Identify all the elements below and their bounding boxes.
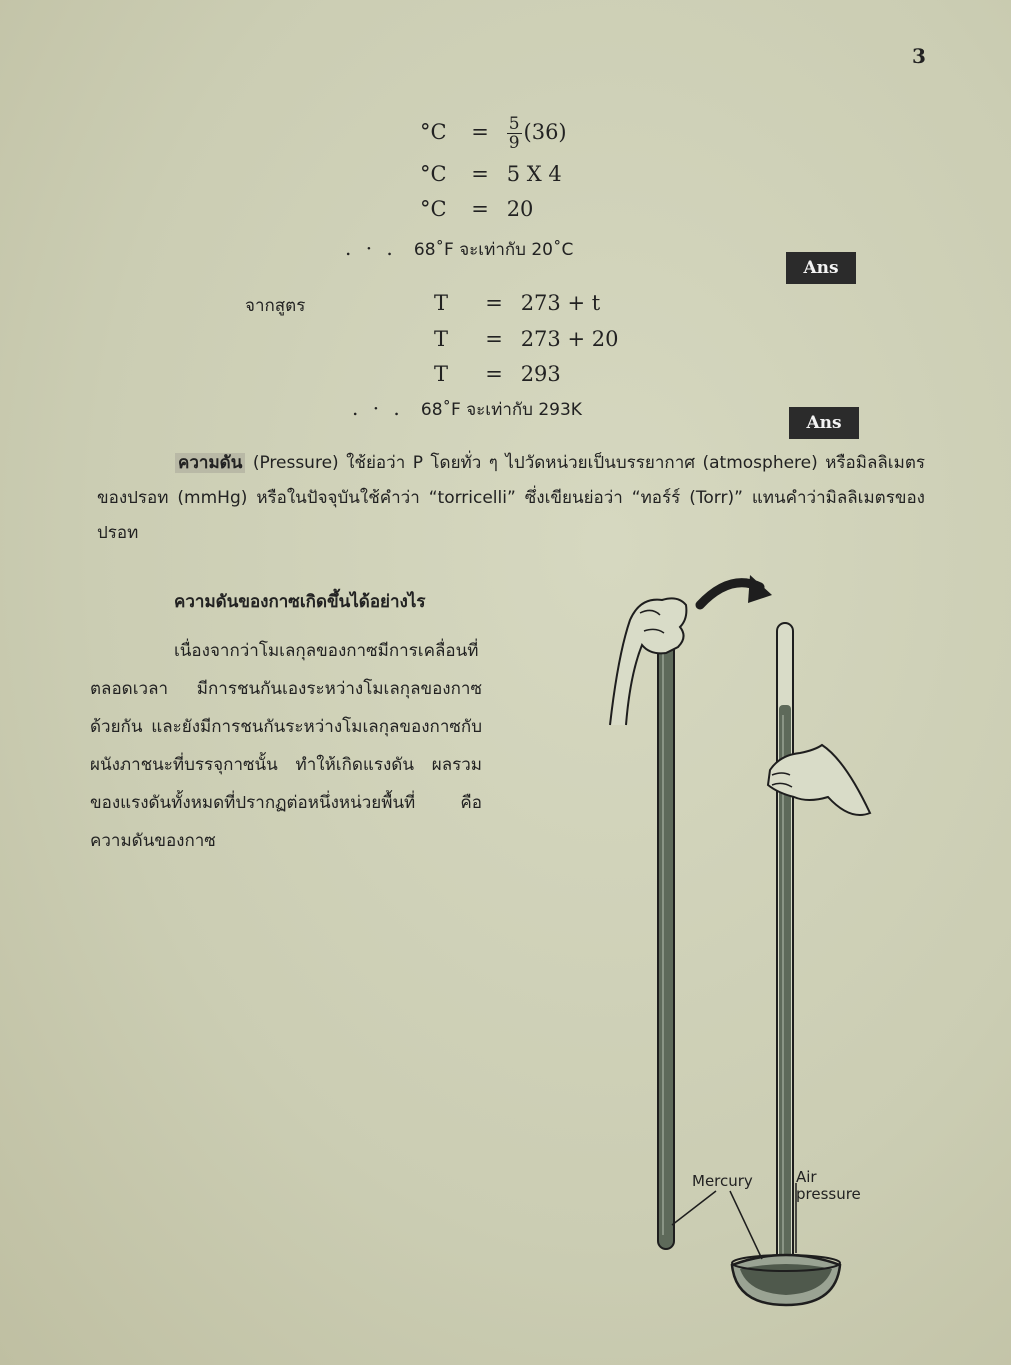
body-line: ตลอดเวลา มีการชนกันเองระหว่างโมเลกุลของกาซ [90, 679, 482, 699]
eq-lhs: T [434, 327, 449, 351]
eq-rhs: 273 + t [520, 291, 601, 315]
eq-lhs: T [434, 291, 449, 315]
fraction [507, 115, 522, 152]
eq-op: = [485, 291, 503, 315]
body-line: เนื่องจากว่าโมเลกุลของกาซมีการเคลื่อนที่ [174, 641, 479, 661]
eq-rhs: 20 [506, 197, 534, 221]
left-tube [658, 603, 674, 1249]
equation-celsius-2 [420, 162, 562, 186]
label-air-pressure [796, 1169, 861, 1203]
eq-rhs: 293 [520, 362, 561, 386]
label-mercury: Mercury [692, 1172, 753, 1190]
eq-lhs: °C [420, 162, 447, 186]
eq-rhs: 5 X 4 [506, 162, 562, 186]
therefore-symbol: . · . [352, 396, 404, 420]
eq-lhs: °C [420, 197, 447, 221]
equation-celsius-3 [420, 197, 533, 221]
highlighted-term: ความดัน [175, 453, 245, 473]
eq-op: = [471, 120, 489, 144]
formula-intro: จากสูตร [245, 296, 306, 316]
eq-op: = [485, 327, 503, 351]
equation-celsius-1 [420, 115, 567, 152]
barometer-illustration [600, 575, 900, 1315]
therefore-symbol: . · . [345, 236, 397, 260]
label-air: Air [796, 1168, 817, 1186]
section-body [90, 632, 482, 860]
arrow-head-icon [748, 575, 772, 603]
paragraph-text: (Pressure) ใช้ย่อว่า P โดยทั่ว ๆ ไปวัดหน่วยเป็นบรรยากาศ (atmosphere) หรือมิลลิเมตรของปรอท (mmHg) หรือในปัจจุบันใช้คำว่า “torricelli” ซึ่งเขียนย่อว่า “ทอร์ร์ (Torr)” แทนคำว่ามิลลิเมตรของปรอท [97, 453, 925, 543]
equation-kelvin-1 [434, 291, 600, 315]
body-line: ผนังภาชนะที่บรรจุกาซนั้น ทำให้เกิดแรงดัน ผลรวม [90, 755, 482, 775]
page-number: 3 [912, 44, 926, 68]
eq-op: = [471, 162, 489, 186]
eq-rhs: 273 + 20 [520, 327, 619, 351]
equation-kelvin-2 [434, 327, 618, 351]
section-heading: ความดันของกาซเกิดขึ้นได้อย่างไร [174, 592, 426, 612]
conclusion-text: 68˚F จะเท่ากับ 293K [420, 400, 582, 420]
eq-rhs: (36) [523, 120, 567, 144]
fraction-numerator: 5 [508, 114, 520, 134]
pressure-paragraph [97, 446, 925, 551]
label-pressure: pressure [796, 1185, 861, 1203]
body-line: ความดันของกาซ [90, 831, 216, 851]
body-line: ด้วยกัน และยังมีการชนกันระหว่างโมเลกุลของกาซกับ [90, 717, 482, 737]
barometer-svg [600, 575, 900, 1315]
ans-badge: Ans [786, 252, 856, 284]
eq-lhs: °C [420, 120, 447, 144]
conclusion-kelvin [352, 396, 582, 423]
body-line: ของแรงดันทั้งหมดที่ปรากฏต่อหนึ่งหน่วยพื้นที่ คือ [90, 793, 482, 813]
conclusion-text: 68˚F จะเท่ากับ 20˚C [413, 240, 574, 260]
eq-lhs: T [434, 362, 449, 386]
conclusion-celsius [345, 236, 573, 263]
eq-op: = [471, 197, 489, 221]
fraction-denominator: 9 [508, 133, 520, 153]
ans-badge: Ans [789, 407, 859, 439]
equation-kelvin-3 [434, 362, 561, 386]
eq-op: = [485, 362, 503, 386]
